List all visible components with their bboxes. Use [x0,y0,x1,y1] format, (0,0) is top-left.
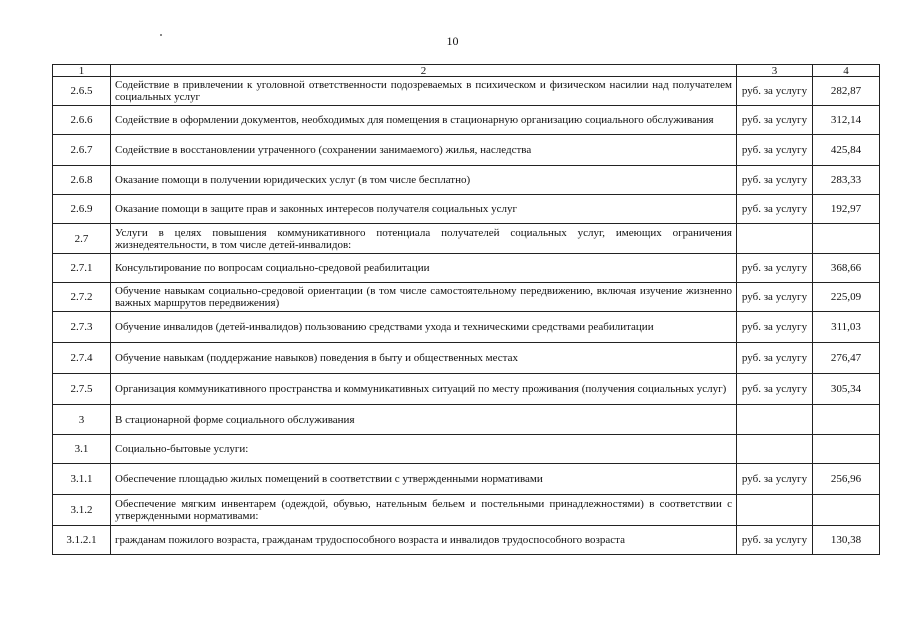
row-number-cell: 2.7 [53,224,111,254]
row-description-cell: Социально-бытовые услуги: [111,435,737,464]
table-row [53,106,880,135]
row-description-cell: Обеспечение мягким инвентарем (одеждой, обувью, нательным бельем и постельными принадлежностями) в соответствии с утвержденными нормативами: [111,495,737,526]
table-row [53,195,880,224]
row-description-cell: Содействие в привлечении к уголовной ответственности подозреваемых в психическом и физическом насилии над получателем социальных услуг [111,77,737,106]
row-description-cell: Обучение навыкам (поддержание навыков) поведения в быту и общественных местах [111,343,737,374]
row-price-cell: 192,97 [813,195,880,224]
row-description-cell: Оказание помощи в получении юридических услуг (в том числе бесплатно) [111,166,737,195]
row-unit-cell: руб. за услугу [737,343,813,374]
row-price-cell: 425,84 [813,135,880,166]
row-number-cell: 2.7.3 [53,312,111,343]
row-unit-cell: руб. за услугу [737,254,813,283]
table-row [53,343,880,374]
row-price-cell [813,224,880,254]
table-row [53,526,880,555]
table-row [53,405,880,435]
row-price-cell [813,495,880,526]
row-price-cell [813,405,880,435]
row-unit-cell [737,495,813,526]
tariff-table [52,64,880,555]
table-row [53,254,880,283]
row-unit-cell [737,435,813,464]
row-number-cell: 3 [53,405,111,435]
row-price-cell: 130,38 [813,526,880,555]
row-number-cell: 2.7.1 [53,254,111,283]
row-number-cell: 2.6.8 [53,166,111,195]
row-description-cell: Оказание помощи в защите прав и законных интересов получателя социальных услуг [111,195,737,224]
table-row [53,374,880,405]
row-unit-cell: руб. за услугу [737,106,813,135]
row-number-cell: 2.7.2 [53,283,111,312]
row-number-cell: 2.7.4 [53,343,111,374]
row-unit-cell: руб. за услугу [737,166,813,195]
row-unit-cell: руб. за услугу [737,312,813,343]
row-description-cell: Содействие в оформлении документов, необходимых для помещения в стационарную организацию социального обслуживания [111,106,737,135]
table-row [53,435,880,464]
row-number-cell: 3.1.2 [53,495,111,526]
page-number: 10 [446,34,459,48]
row-unit-cell: руб. за услугу [737,135,813,166]
row-description-cell: гражданам пожилого возраста, гражданам трудоспособного возраста и инвалидов трудоспособного возраста [111,526,737,555]
row-unit-cell [737,405,813,435]
row-description-cell: Обучение инвалидов (детей-инвалидов) пользованию средствами ухода и техническими средствами реабилитации [111,312,737,343]
header-cell-col2: 2 [111,65,737,77]
table-row [53,464,880,495]
row-number-cell: 2.6.7 [53,135,111,166]
table-row [53,312,880,343]
scan-speck [160,34,162,36]
row-description-cell: Консультирование по вопросам социально-средовой реабилитации [111,254,737,283]
row-price-cell [813,435,880,464]
table-row [53,135,880,166]
row-description-cell: Услуги в целях повышения коммуникативного потенциала получателей социальных услуг, имеющих ограничения жизнедеятельности, в том числе детей-инвалидов: [111,224,737,254]
row-price-cell: 276,47 [813,343,880,374]
row-number-cell: 3.1.1 [53,464,111,495]
row-number-cell: 2.6.5 [53,77,111,106]
row-description-cell: Содействие в восстановлении утраченного (сохранении занимаемого) жилья, наследства [111,135,737,166]
table-row [53,224,880,254]
row-unit-cell: руб. за услугу [737,195,813,224]
table-row [53,166,880,195]
table-row [53,283,880,312]
row-unit-cell: руб. за услугу [737,283,813,312]
row-unit-cell: руб. за услугу [737,464,813,495]
row-price-cell: 368,66 [813,254,880,283]
row-unit-cell: руб. за услугу [737,77,813,106]
row-description-cell: Организация коммуникативного пространства и коммуникативных ситуаций по месту проживания (получения социальных услуг) [111,374,737,405]
row-price-cell: 283,33 [813,166,880,195]
row-unit-cell: руб. за услугу [737,526,813,555]
table-row [53,77,880,106]
row-unit-cell: руб. за услугу [737,374,813,405]
row-number-cell: 2.6.6 [53,106,111,135]
row-price-cell: 256,96 [813,464,880,495]
row-number-cell: 3.1 [53,435,111,464]
row-price-cell: 282,87 [813,77,880,106]
row-number-cell: 3.1.2.1 [53,526,111,555]
header-cell-col4: 4 [813,65,880,77]
row-price-cell: 312,14 [813,106,880,135]
table-row [53,495,880,526]
row-price-cell: 225,09 [813,283,880,312]
header-cell-col3: 3 [737,65,813,77]
header-cell-col1: 1 [53,65,111,77]
row-price-cell: 311,03 [813,312,880,343]
row-price-cell: 305,34 [813,374,880,405]
row-number-cell: 2.7.5 [53,374,111,405]
row-description-cell: В стационарной форме социального обслуживания [111,405,737,435]
row-description-cell: Обучение навыкам социально-средовой ориентации (в том числе самостоятельному передвижению, включая изучение жизненно важных маршрутов передвижения) [111,283,737,312]
row-description-cell: Обеспечение площадью жилых помещений в соответствии с утвержденными нормативами [111,464,737,495]
row-number-cell: 2.6.9 [53,195,111,224]
table-header-row [53,65,880,77]
row-unit-cell [737,224,813,254]
